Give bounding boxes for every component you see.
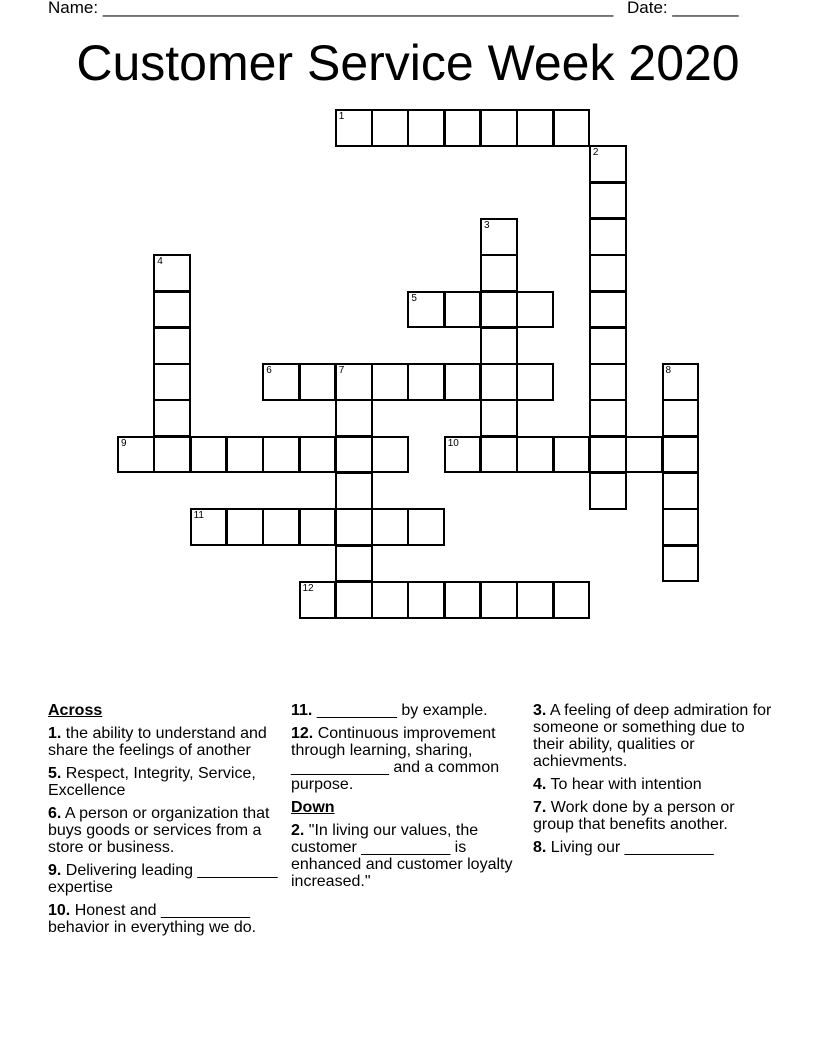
across-heading: Across: [48, 702, 103, 719]
grid-cell[interactable]: [153, 436, 191, 474]
cell-number: 3: [484, 219, 490, 231]
grid-cell[interactable]: [480, 291, 518, 329]
grid-cell[interactable]: [262, 508, 300, 546]
grid-cell[interactable]: [407, 109, 445, 147]
page-title: Customer Service Week 2020: [76, 35, 740, 91]
clue-down-2: [291, 822, 523, 890]
grid-cell[interactable]: [589, 254, 627, 292]
grid-cell[interactable]: [589, 182, 627, 220]
grid-cell[interactable]: [335, 508, 373, 546]
grid-cell[interactable]: [553, 581, 591, 619]
clue-text: _________ by example.: [316, 702, 488, 719]
grid-cell[interactable]: [407, 581, 445, 619]
grid-cell[interactable]: [589, 472, 627, 510]
grid-cell[interactable]: [371, 436, 409, 474]
clues-column-1: [48, 702, 283, 942]
grid-cell[interactable]: [444, 436, 482, 474]
grid-cell[interactable]: [371, 109, 409, 147]
cell-number: 2: [592, 147, 599, 159]
clue-number: 8.: [533, 839, 547, 856]
grid-cell[interactable]: [299, 363, 337, 401]
grid-cell[interactable]: [589, 291, 627, 329]
clue-across-1: [48, 725, 283, 759]
grid-cell[interactable]: [153, 399, 191, 437]
clue-number: 3.: [533, 702, 547, 719]
grid-cell[interactable]: [335, 363, 373, 401]
cell-number: 10: [447, 437, 459, 449]
cell-number: 11: [193, 510, 204, 522]
clue-text: Continuous improvement through learning, sharing, ___________ and a common purpose.: [291, 725, 500, 793]
grid-cell[interactable]: [480, 436, 518, 474]
grid-cell[interactable]: [625, 436, 663, 474]
grid-cell[interactable]: [117, 436, 155, 474]
grid-cell[interactable]: [335, 436, 373, 474]
grid-cell[interactable]: [444, 109, 482, 147]
grid-cell[interactable]: [190, 436, 228, 474]
grid-cell[interactable]: [335, 545, 373, 583]
grid-cell[interactable]: [190, 508, 228, 546]
cell-number: 9: [121, 437, 127, 449]
grid-cell[interactable]: [371, 363, 409, 401]
grid-cell[interactable]: [480, 218, 518, 256]
cell-number: 7: [338, 365, 345, 377]
grid-cell[interactable]: [226, 436, 264, 474]
name-blank[interactable]: ______________________________________________________: [102, 0, 614, 17]
clue-down-4: [533, 776, 778, 793]
clue-number: 9.: [48, 862, 62, 879]
cell-number: 1: [338, 111, 345, 122]
grid-cell[interactable]: [335, 399, 373, 437]
clue-down-8: [533, 839, 778, 856]
clue-text: Honest and __________ behavior in everything we do.: [48, 902, 257, 936]
grid-cell[interactable]: [662, 436, 700, 474]
clue-number: 2.: [291, 822, 305, 839]
grid-cell[interactable]: [589, 436, 627, 474]
clue-across-11: [291, 702, 523, 719]
grid-cell[interactable]: [516, 436, 554, 474]
clues-column-2: [291, 702, 523, 896]
cell-number: 8: [665, 365, 672, 377]
grid-cell[interactable]: [299, 508, 337, 546]
grid-cell[interactable]: [444, 291, 482, 329]
clue-down-7: [533, 799, 778, 833]
clue-number: 11.: [291, 702, 313, 719]
grid-cell[interactable]: [153, 254, 191, 292]
grid-cell[interactable]: [589, 327, 627, 365]
grid-cell[interactable]: [516, 291, 554, 329]
clue-number: 4.: [533, 776, 547, 793]
date-label: Date:: [627, 0, 668, 17]
clue-text: A feeling of deep admiration for someone or something due to their ability, qualities or achievments.: [533, 702, 772, 770]
grid-cell[interactable]: [553, 436, 591, 474]
grid-cell[interactable]: [444, 581, 482, 619]
grid-cell[interactable]: [480, 581, 518, 619]
name-label: Name:: [48, 0, 99, 17]
clue-text: Respect, Integrity, Service, Excellence: [48, 765, 256, 799]
clue-text: A person or organization that buys goods or services from a store or business.: [48, 805, 270, 856]
grid-cell[interactable]: [516, 363, 554, 401]
grid-cell[interactable]: [335, 581, 373, 619]
grid-cell[interactable]: [480, 363, 518, 401]
clue-text: "In living our values, the customer __________ is enhanced and customer loyalty increased.": [291, 822, 513, 890]
grid-cell[interactable]: [371, 581, 409, 619]
cell-number: 6: [266, 365, 272, 377]
grid-cell[interactable]: [444, 363, 482, 401]
clue-across-6: [48, 805, 283, 856]
grid-cell[interactable]: [299, 436, 337, 474]
grid-cell[interactable]: [371, 508, 409, 546]
grid-cell[interactable]: [662, 399, 700, 437]
clue-down-3: [533, 702, 778, 770]
grid-cell[interactable]: [226, 508, 264, 546]
clue-number: 7.: [533, 799, 547, 816]
grid-cell[interactable]: [153, 327, 191, 365]
clue-across-10: [48, 902, 283, 936]
grid-cell[interactable]: [553, 109, 591, 147]
clue-number: 5.: [48, 765, 62, 782]
cell-number: 4: [157, 256, 163, 268]
grid-cell[interactable]: [480, 327, 518, 365]
grid-cell[interactable]: [662, 363, 700, 401]
grid-cell[interactable]: [516, 109, 554, 147]
clue-number: 10.: [48, 902, 71, 919]
clue-text: Work done by a person or group that benefits another.: [533, 799, 735, 833]
grid-cell[interactable]: [335, 472, 373, 510]
clue-number: 12.: [291, 725, 314, 742]
clues-column-3: [533, 702, 778, 862]
clue-text: Delivering leading _________ expertise: [48, 862, 278, 896]
grid-cell[interactable]: [335, 109, 373, 147]
clue-across-5: [48, 765, 283, 799]
grid-cell[interactable]: [407, 363, 445, 401]
grid-cell[interactable]: [589, 145, 627, 183]
clue-across-9: [48, 862, 283, 896]
grid-cell[interactable]: [299, 581, 337, 619]
clue-number: 1.: [48, 725, 62, 742]
grid-cell[interactable]: [262, 363, 300, 401]
clue-text: Living our __________: [550, 839, 714, 856]
grid-cell[interactable]: [516, 581, 554, 619]
grid-cell[interactable]: [262, 436, 300, 474]
cell-number: 5: [411, 292, 417, 304]
grid-cell[interactable]: [153, 363, 191, 401]
cell-number: 12: [302, 582, 314, 594]
grid-cell[interactable]: [153, 291, 191, 329]
grid-cell[interactable]: [480, 254, 518, 292]
grid-cell[interactable]: [589, 399, 627, 437]
grid-cell[interactable]: [480, 109, 518, 147]
date-blank[interactable]: _______: [672, 0, 739, 17]
grid-cell[interactable]: [662, 508, 700, 546]
clue-across-12: [291, 725, 523, 793]
grid-cell[interactable]: [662, 545, 700, 583]
down-heading: Down: [291, 799, 335, 816]
clue-number: 6.: [48, 805, 62, 822]
grid-cell[interactable]: [407, 508, 445, 546]
clue-text: the ability to understand and share the feelings of another: [48, 725, 267, 759]
grid-cell[interactable]: [589, 218, 627, 256]
grid-cell[interactable]: [480, 399, 518, 437]
grid-cell[interactable]: [589, 363, 627, 401]
clue-text: To hear with intention: [550, 776, 702, 793]
grid-cell[interactable]: [407, 291, 445, 329]
grid-cell[interactable]: [662, 472, 700, 510]
